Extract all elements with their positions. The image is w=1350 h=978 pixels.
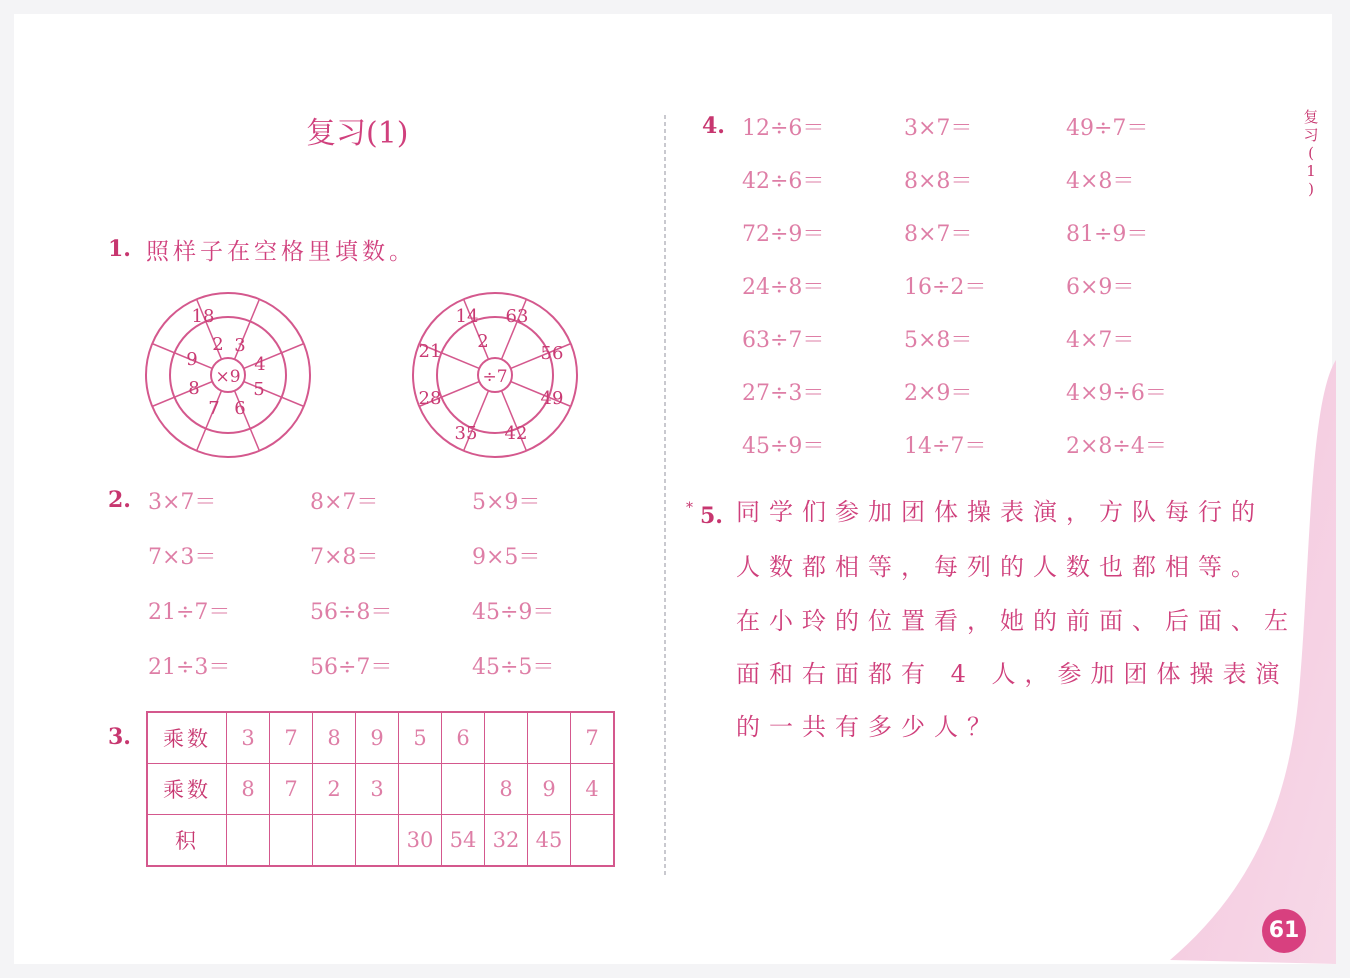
table-cell: 32: [485, 815, 528, 867]
q2-number: 2.: [108, 487, 131, 513]
q4-equation: 81÷9＝: [1066, 222, 1149, 247]
table-cell: 6: [442, 712, 485, 764]
q2-equation: 7×8＝: [310, 545, 379, 570]
q4-equation: 8×8＝: [904, 169, 973, 194]
q1-wheel1-inner-cell: 9: [186, 349, 198, 370]
q4-equation: 72÷9＝: [742, 222, 825, 247]
table-cell: [356, 815, 399, 867]
table-row: [147, 712, 614, 764]
table-cell: [528, 712, 571, 764]
q1-wheel-divide: [409, 289, 581, 465]
q2-equation: 21÷3＝: [148, 655, 231, 680]
q2-equation: 9×5＝: [472, 545, 541, 570]
table-cell: 2: [313, 764, 356, 815]
q1-wheel2-operator: ÷7: [482, 367, 508, 387]
q4-equation: 2×9＝: [904, 381, 973, 406]
wheel-spoke: [152, 382, 212, 407]
side-label-char: ): [1308, 180, 1314, 198]
q1-wheel1-inner-cell: 6: [234, 398, 246, 419]
q4-equation: 3×7＝: [904, 116, 973, 141]
q3-table: [146, 711, 615, 867]
table-cell: 8: [313, 712, 356, 764]
q4-equation: 8×7＝: [904, 222, 973, 247]
table-cell: 9: [528, 764, 571, 815]
q4-equation: 14÷7＝: [904, 434, 987, 459]
table-cell: 7: [270, 712, 313, 764]
side-label-char: 习: [1303, 126, 1319, 144]
q5-line: 在小玲的位置看，她的前面、后面、左: [736, 607, 1297, 635]
q5-line: 面和右面都有 4 人，参加团体操表演: [736, 660, 1289, 688]
side-label-char: (: [1308, 144, 1314, 162]
q3-number: 3.: [108, 724, 131, 750]
page-number-badge: 61: [1262, 909, 1306, 953]
q4-equation: 6×9＝: [1066, 275, 1135, 300]
table-cell: [227, 815, 270, 867]
q4-equation: 5×8＝: [904, 328, 973, 353]
q4-equation: 4×8＝: [1066, 169, 1135, 194]
q2-equation: 3×7＝: [148, 490, 217, 515]
q4-equation: 4×7＝: [1066, 328, 1135, 353]
q1-wheel2-outer-cell: 14: [455, 306, 479, 327]
q1-wheel2-outer-cell: 63: [505, 306, 529, 327]
table-cell: [399, 764, 442, 815]
side-label-char: 复: [1303, 108, 1319, 126]
q4-equation: 49÷7＝: [1066, 116, 1149, 141]
wheel-spoke: [244, 344, 304, 369]
q1-wheel2-outer-cell: 28: [418, 388, 442, 409]
table-cell: 3: [227, 712, 270, 764]
table-cell: [485, 712, 528, 764]
q1-wheel1-inner-cell: 4: [254, 354, 266, 375]
table-cell: 8: [485, 764, 528, 815]
q1-wheel1-inner-cell: 8: [188, 378, 200, 399]
q4-number: 4.: [702, 113, 725, 139]
q1-wheel1-inner-cell: 7: [208, 398, 220, 419]
table-cell: 5: [399, 712, 442, 764]
table-cell: 30: [399, 815, 442, 867]
table-header-cell: 乘数: [147, 764, 227, 815]
q2-equation: 7×3＝: [148, 545, 217, 570]
q2-equation: 45÷5＝: [472, 655, 555, 680]
q2-equation: 45÷9＝: [472, 600, 555, 625]
table-cell: 4: [571, 764, 615, 815]
q5-line: 人数都相等，每列的人数也都相等。: [736, 553, 1264, 581]
q1-wheel1-inner-cell: 3: [234, 335, 246, 356]
q4-equation: 4×9÷6＝: [1066, 381, 1167, 406]
table-cell: 54: [442, 815, 485, 867]
table-header-cell: 积: [147, 815, 227, 867]
q4-equation: 63÷7＝: [742, 328, 825, 353]
q1-wheel1-outer-cell: 18: [191, 306, 215, 327]
table-row: [147, 815, 614, 867]
q4-equation: 24÷8＝: [742, 275, 825, 300]
q5-number: 5.: [700, 503, 723, 529]
q1-wheel-multiply: [142, 289, 314, 465]
column-divider: [664, 115, 666, 875]
table-cell: 45: [528, 815, 571, 867]
q1-wheel2-outer-cell: 35: [454, 423, 478, 444]
q1-wheel1-operator: ×9: [215, 367, 241, 387]
q1-instruction: 照样子在空格里填数。: [146, 239, 416, 265]
q2-equation: 5×9＝: [472, 490, 541, 515]
q1-wheel1-inner-cell: 5: [253, 379, 265, 400]
q4-equation: 27÷3＝: [742, 381, 825, 406]
q2-equation: 56÷8＝: [310, 600, 393, 625]
table-cell: [270, 815, 313, 867]
q5-line: 的一共有多少人？: [736, 713, 1000, 741]
table-row: [147, 764, 614, 815]
q1-wheel2-outer-cell: 21: [418, 341, 442, 362]
q2-equation: 56÷7＝: [310, 655, 393, 680]
q4-equation: 12÷6＝: [742, 116, 825, 141]
decorative-swoosh: [1160, 360, 1336, 964]
table-cell: 7: [571, 712, 615, 764]
q4-equation: 45÷9＝: [742, 434, 825, 459]
q4-equation: 2×8÷4＝: [1066, 434, 1167, 459]
table-cell: 7: [270, 764, 313, 815]
q1-wheel2-outer-cell: 56: [540, 343, 564, 364]
q5-line: 同学们参加团体操表演，方队每行的: [736, 498, 1264, 526]
wheel-spoke: [152, 344, 212, 369]
q1-wheel1-inner-cell: 2: [212, 334, 224, 355]
side-label-char: 1: [1306, 162, 1316, 180]
table-header-cell: 乘数: [147, 712, 227, 764]
q2-equation: 8×7＝: [310, 490, 379, 515]
q5-optional-star: *: [686, 500, 693, 516]
q1-wheel2-outer-cell: 42: [504, 423, 528, 444]
q1-wheel2-outer-cell: 49: [540, 388, 564, 409]
table-cell: [313, 815, 356, 867]
table-cell: [571, 815, 615, 867]
page-title: 复习(1): [306, 116, 409, 151]
q4-equation: 16÷2＝: [904, 275, 987, 300]
q2-equation: 21÷7＝: [148, 600, 231, 625]
q4-equation: 42÷6＝: [742, 169, 825, 194]
table-cell: 3: [356, 764, 399, 815]
table-cell: 8: [227, 764, 270, 815]
table-cell: 9: [356, 712, 399, 764]
q1-wheel2-inner-cell: 2: [477, 331, 489, 352]
table-cell: [442, 764, 485, 815]
side-section-label: [1300, 108, 1322, 198]
q1-number: 1.: [108, 236, 131, 262]
